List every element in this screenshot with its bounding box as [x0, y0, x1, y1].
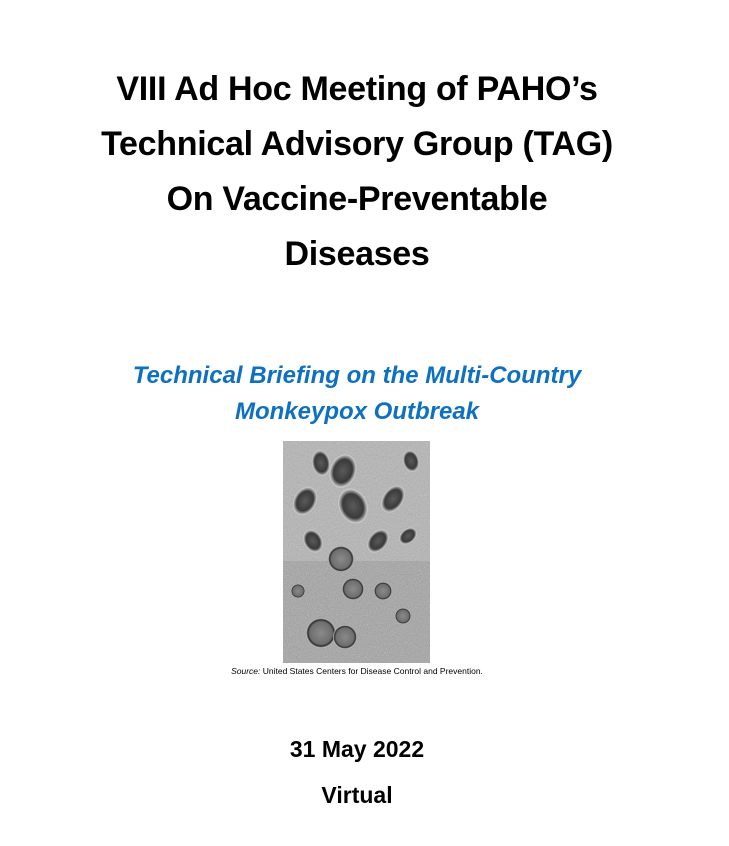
- title-line: Diseases: [284, 235, 430, 273]
- title-line: On Vaccine-Preventable: [166, 180, 548, 218]
- page-title: [0, 62, 714, 282]
- image-caption: [0, 665, 714, 677]
- page-subtitle: [0, 358, 714, 430]
- title-line: Technical Advisory Group (TAG): [101, 125, 613, 163]
- caption-label: Source:: [231, 666, 261, 676]
- monkeypox-micrograph-image: [283, 441, 430, 663]
- caption-text: United States Centers for Disease Control and Prevention.: [260, 666, 483, 676]
- meeting-date: 31 May 2022: [289, 736, 425, 762]
- meeting-mode: Virtual: [321, 782, 393, 808]
- subtitle-line: Technical Briefing on the Multi-Country: [132, 362, 582, 389]
- subtitle-line: Monkeypox Outbreak: [234, 398, 480, 425]
- title-line: VIII Ad Hoc Meeting of PAHO’s: [116, 70, 598, 108]
